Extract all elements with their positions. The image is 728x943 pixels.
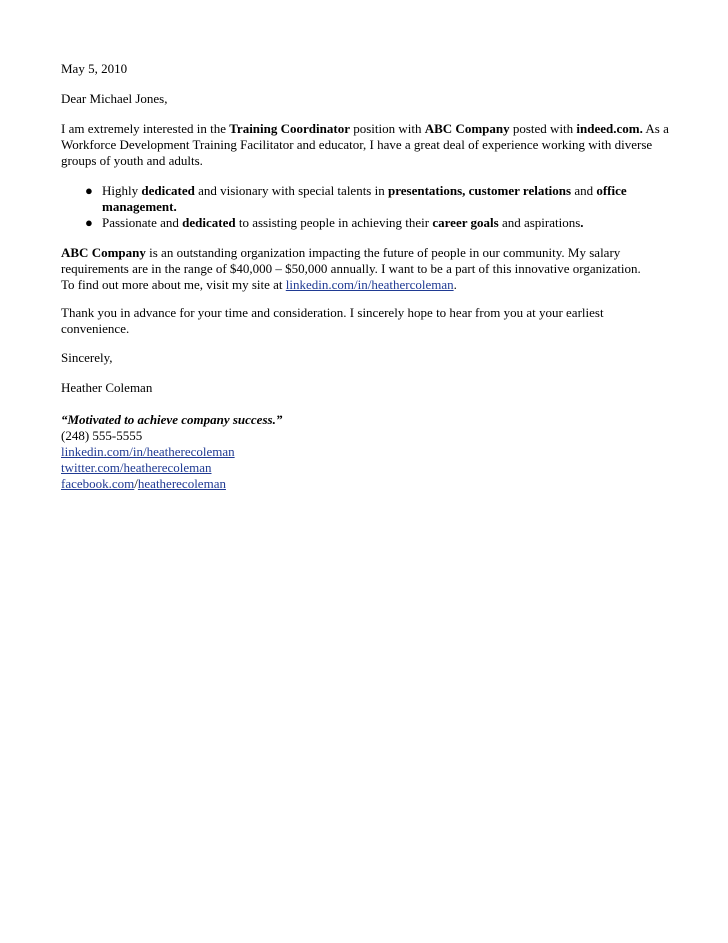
letter-greeting: Dear Michael Jones, xyxy=(61,91,168,106)
linkedin-site-link[interactable]: linkedin.com/in/heathercoleman xyxy=(285,277,454,292)
phone-number: (248) 555-5555 xyxy=(61,428,143,443)
intro-text-4: As a Workforce Development Training Facilitator and educator, I have a great deal of experience working with diverse groups of youth and adults. xyxy=(61,121,669,168)
bullet-bold: . xyxy=(580,215,584,230)
bullet-text: Passionate and xyxy=(102,215,183,230)
intro-text-2: position with xyxy=(349,121,425,136)
company-paragraph-text-3: . xyxy=(453,277,457,292)
bullet-bold: office management. xyxy=(102,183,627,214)
list-item xyxy=(61,215,671,231)
intro-text-3: posted with xyxy=(509,121,577,136)
intro-paragraph xyxy=(61,121,673,169)
bullet-text: Highly xyxy=(102,183,142,198)
bullet-bold: career goals xyxy=(432,215,499,230)
bullet-text: and visionary with special talents in xyxy=(194,183,388,198)
bullet-icon: ● xyxy=(85,183,93,198)
bullet-icon: ● xyxy=(85,215,93,230)
bullet-text: and xyxy=(571,183,597,198)
facebook-user-link[interactable]: heatherecoleman xyxy=(137,476,226,491)
twitter-link[interactable]: twitter.com/heatherecoleman xyxy=(61,460,212,475)
company-paragraph-text: is an outstanding organization impacting the future of people in our community. My salary requirements are in the range of $40,000 – $50,000 annually. I want to be a part of this innovative organization. xyxy=(61,245,641,276)
bullet-bold: presentations, customer relations xyxy=(387,183,572,198)
intro-text-1: I am extremely interested in the xyxy=(61,121,230,136)
facebook-domain-link[interactable]: facebook.com xyxy=(61,476,135,491)
bullet-bold: dedicated xyxy=(141,183,195,198)
company-paragraph xyxy=(61,245,671,293)
thanks-paragraph: Thank you in advance for your time and consideration. I sincerely hope to hear from you at your earliest convenience. xyxy=(61,305,604,336)
letter-date: May 5, 2010 xyxy=(61,61,128,76)
letter-closing: Sincerely, xyxy=(61,350,113,365)
contact-block xyxy=(61,412,671,492)
facebook-slash: / xyxy=(134,476,138,491)
bullet-bold: dedicated xyxy=(182,215,236,230)
company-name: ABC Company xyxy=(424,121,510,136)
qualifications-list xyxy=(61,183,671,231)
linkedin-link[interactable]: linkedin.com/in/heatherecoleman xyxy=(61,444,235,459)
motto: “Motivated to achieve company success.” xyxy=(61,412,283,427)
list-item xyxy=(61,183,671,215)
bullet-text: and aspirations xyxy=(498,215,581,230)
job-title: Training Coordinator xyxy=(229,121,350,136)
signature-name: Heather Coleman xyxy=(61,380,153,395)
job-source: indeed.com. xyxy=(576,121,643,136)
company-paragraph-text-2: To find out more about me, visit my site at xyxy=(61,277,286,292)
company-name: ABC Company xyxy=(61,245,146,260)
bullet-text: to assisting people in achieving their xyxy=(235,215,433,230)
